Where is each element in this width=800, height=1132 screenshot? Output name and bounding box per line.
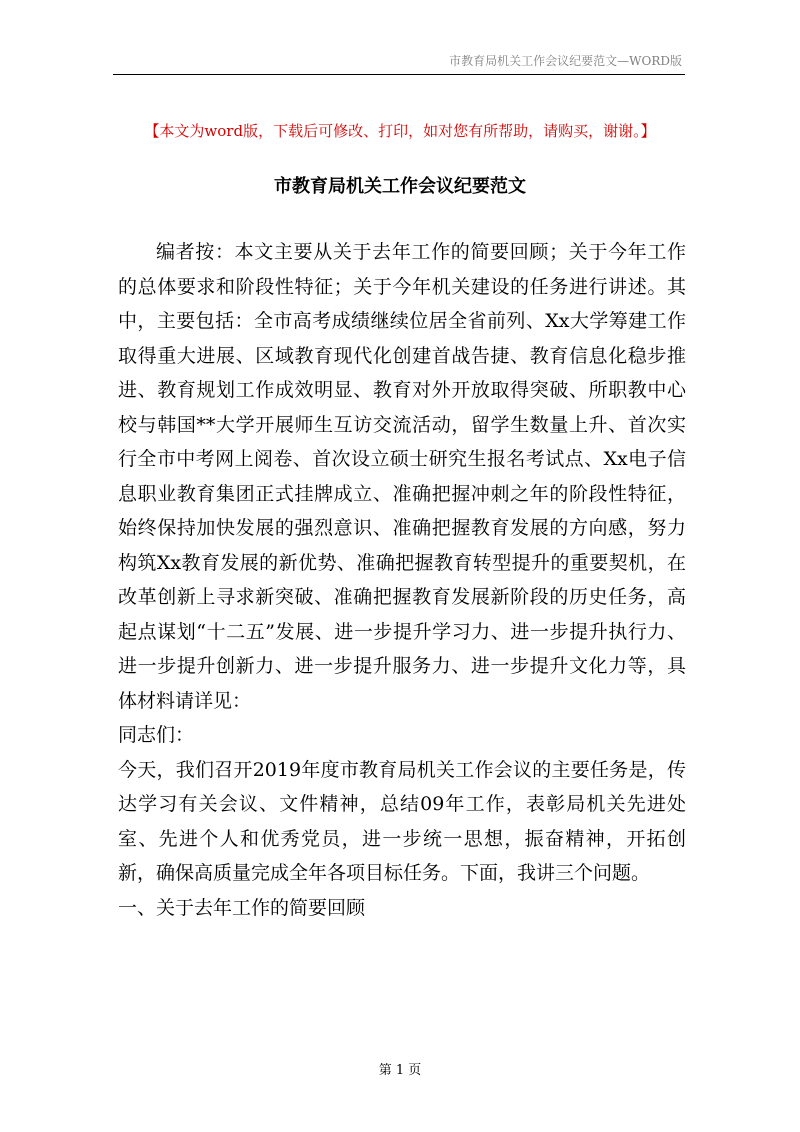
editor-note-paragraph: 编者按：本文主要从关于去年工作的简要回顾；关于今年工作的总体要求和阶段性特征；关于今年机关建设的任务进行讲述。其中，主要包括：全市高考成绩继续位居全省前列、Xx大学筹建工作取得重大进展、区域教育现代化创建首战告捷、教育信息化稳步推进、教育规划工作成效明显、教育对外开放取得突破、所职教中心校与韩国**大学开展师生互访交流活动，留学生数量上升、首次实行全市中考网上阅卷、首次设立硕士研究生报名考试点、Xx电子信息职业教育集团正式挂牌成立、准确把握冲刺之年的阶段性特征，始终保持加快发展的强烈意识、准确把握教育发展的方向感，努力构筑Xx教育发展的新优势、准确把握教育转型提升的重要契机，在改革创新上寻求新突破、准确把握教育发展新阶段的历史任务，高起点谋划“十二五”发展、进一步提升学习力、进一步提升执行力、进一步提升创新力、进一步提升服务力、进一步提升文化力等，具体材料请详见： xyxy=(118,241,686,712)
section-heading: 一、关于去年工作的简要回顾 xyxy=(118,896,366,919)
salutation-paragraph: 同志们： xyxy=(118,724,195,746)
document-title: 市教育局机关工作会议纪要范文 xyxy=(274,176,526,197)
document-body xyxy=(118,235,686,925)
opening-paragraph: 今天，我们召开2019年度市教育局机关工作会议的主要任务是，传达学习有关会议、文件精神，总结09年工作，表彰局机关先进处室、先进个人和优秀党员，进一步统一思想，振奋精神，开拓创新，确保高质量完成全年各项目标任务。下面，我讲三个问题。 xyxy=(118,758,686,884)
page-number: 第 1 页 xyxy=(378,1063,422,1078)
download-notice: 【本文为word版，下载后可修改、打印，如对您有所帮助，请购买，谢谢。】 xyxy=(144,122,656,140)
running-header: 市教育局机关工作会议纪要范文—WORD版 xyxy=(449,54,682,68)
header-rule xyxy=(113,74,685,75)
